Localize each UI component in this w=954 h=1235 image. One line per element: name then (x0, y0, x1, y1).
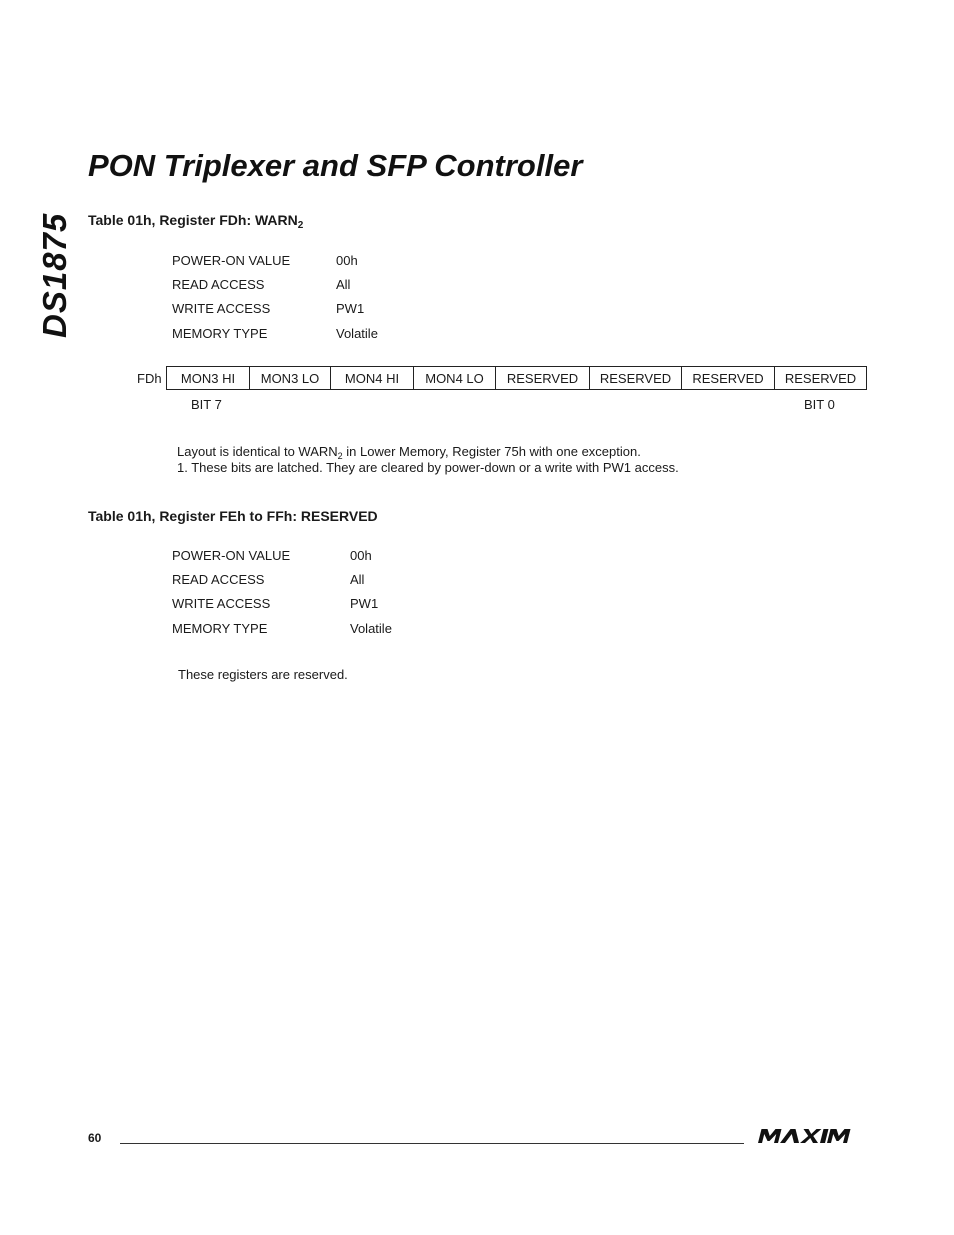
bit-cell-0: RESERVED (775, 367, 867, 390)
property-value: All (336, 276, 351, 292)
property-label: WRITE ACCESS (172, 301, 271, 317)
bit-cell-7: MON3 HI (167, 367, 250, 390)
section2-note: These registers are reserved. (178, 667, 348, 682)
property-value: PW1 (350, 596, 379, 612)
section1-note-line1 (177, 444, 641, 461)
property-row (172, 272, 378, 296)
bit-cell-5: MON4 HI (331, 367, 414, 390)
property-label: READ ACCESS (172, 571, 265, 587)
register-map (137, 366, 867, 390)
lsb-label: BIT 0 (804, 397, 835, 412)
bit-cell-3: RESERVED (496, 367, 590, 390)
section2-heading: Table 01h, Register FEh to FFh: RESERVED (88, 508, 378, 524)
page-title: PON Triplexer and SFP Controller (88, 148, 583, 183)
property-value: 00h (350, 547, 372, 563)
property-row (172, 543, 392, 567)
property-label: READ ACCESS (172, 276, 265, 292)
side-part-number: DS1875 (36, 212, 73, 338)
property-row (172, 567, 392, 591)
property-label: POWER-ON VALUE (172, 252, 291, 268)
register-bit-table (166, 366, 867, 390)
register-bits-row (167, 367, 867, 390)
bit-cell-6: MON3 LO (250, 367, 331, 390)
property-row (172, 297, 378, 321)
register-name: FDh (137, 370, 162, 386)
page-number: 60 (88, 1131, 102, 1145)
property-row (172, 616, 392, 640)
property-value: 00h (336, 252, 358, 268)
bit-cell-1: RESERVED (682, 367, 775, 390)
bit-cell-4: MON4 LO (414, 367, 496, 390)
note-text: Layout is identical to WARN (177, 444, 338, 459)
section2-properties (172, 543, 392, 640)
footer-rule (120, 1143, 744, 1144)
property-value: All (350, 571, 365, 587)
section1-heading-text: Table 01h, Register FDh: WARN (88, 212, 298, 228)
property-row (172, 592, 392, 616)
property-label: MEMORY TYPE (172, 620, 268, 636)
property-row (172, 248, 378, 272)
property-label: WRITE ACCESS (172, 596, 271, 612)
section1-note-line2: 1. These bits are latched. They are cleared by power-down or a write with PW1 access. (177, 460, 679, 475)
property-value: Volatile (336, 325, 378, 341)
property-value: Volatile (350, 620, 392, 636)
section1-properties (172, 248, 378, 345)
note-subscript: 2 (337, 451, 343, 461)
section1-heading-subscript: 2 (297, 220, 304, 231)
property-value: PW1 (336, 301, 365, 317)
msb-label: BIT 7 (191, 397, 222, 412)
section1-heading (88, 212, 303, 231)
property-label: MEMORY TYPE (172, 325, 268, 341)
maxim-logo (756, 1127, 864, 1145)
property-label: POWER-ON VALUE (172, 547, 291, 563)
property-row (172, 321, 378, 345)
note-text: in Lower Memory, Register 75h with one exception. (342, 444, 641, 459)
bit-cell-2: RESERVED (590, 367, 682, 390)
